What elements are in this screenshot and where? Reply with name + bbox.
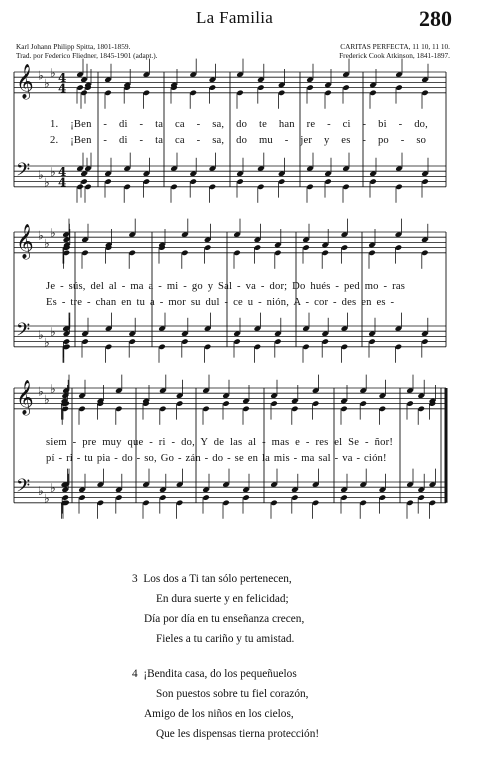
stanza-line: Que les dispensas tierna protección! [156,728,320,740]
stanza-number: 3 [132,573,138,585]
stanza-line: Amigo de los niños en los cielos, [144,708,294,720]
hymn-number: 280 [419,6,452,31]
time-signature: 4 [58,81,67,96]
flat-sign: ♭ [38,167,44,182]
lyric-line: Je - sús, del al - ma a - mi - go y Sal - va - dor; Do hués - ped mo - ras [46,281,406,292]
flat-sign: ♭ [44,392,50,407]
bass-clef: 𝄢 [16,160,31,185]
flat-sign: ♭ [44,175,50,190]
translator-credit: Trad. por Federico Fliedner, 1845-1901 (adapt.). [16,51,158,60]
treble-clef: 𝄞 [16,64,34,99]
flat-sign: ♭ [38,228,44,243]
stanza-line: En dura suerte y en felicidad; [156,593,289,605]
lyric-line: Es - tre - chan en tu a - mor su dul - ce u - nión, A - cor - des en es - [46,297,395,308]
tune-name: CARITAS PERFECTA, 11 10, 11 10. [340,42,450,51]
flat-sign: ♭ [50,165,56,180]
stanza-line: Son puestos sobre tu fiel corazón, [156,688,309,700]
composer-credit: Frederick Cook Atkinson, 1841-1897. [339,51,450,60]
flat-sign: ♭ [50,382,56,396]
time-signature: 4 [58,175,67,190]
stanza-line: 3 Los dos a Ti tan sólo pertenecen, [132,573,292,585]
stanza-line: 4 ¡Bendita casa, do los pequeñuelos [132,668,297,680]
flat-sign: ♭ [50,481,56,496]
author-credit: Karl Johann Philipp Spitta, 1801-1859. [16,42,131,51]
flat-sign: ♭ [38,384,44,399]
flat-sign: ♭ [38,483,44,498]
stanza [132,569,304,649]
bass-clef: 𝄢 [16,320,31,345]
flat-sign: ♭ [44,491,50,506]
lyric-line: 2. ¡Ben - di - ta ca - sa, do mu - jer y es - po - so [50,135,427,146]
stanza-line: Día por día en tu enseñanza crecen, [144,613,305,625]
flat-sign: ♭ [44,236,50,251]
flat-sign: ♭ [38,327,44,342]
lyric-line: 1. ¡Ben - di - ta ca - sa, do te han re - ci - bi - do, [50,119,429,130]
lyric-line: pí - ri - tu pia - do - so, Go - zán - do - se en la mis - ma sal - va - ción! [46,453,387,464]
flat-sign: ♭ [44,335,50,350]
lyric-line: siem - pre muy que - ri - do, Y de las al - mas e - res el Se - ñor! [46,437,394,448]
flat-sign: ♭ [50,226,56,240]
bass-clef: 𝄢 [16,476,31,501]
flat-sign: ♭ [50,325,56,340]
time-signature: 4 [58,71,67,85]
stanza [132,664,319,744]
flat-sign: ♭ [44,76,50,91]
treble-clef: 𝄞 [16,224,34,259]
treble-clef: 𝄞 [16,380,34,415]
time-signature: 4 [58,165,67,179]
stanza-line: Fieles a tu cariño y tu amistad. [156,633,295,645]
stanza-number: 4 [132,668,138,680]
hymn-title: La Familia [196,8,274,27]
flat-sign: ♭ [38,68,44,83]
flat-sign: ♭ [50,66,56,80]
